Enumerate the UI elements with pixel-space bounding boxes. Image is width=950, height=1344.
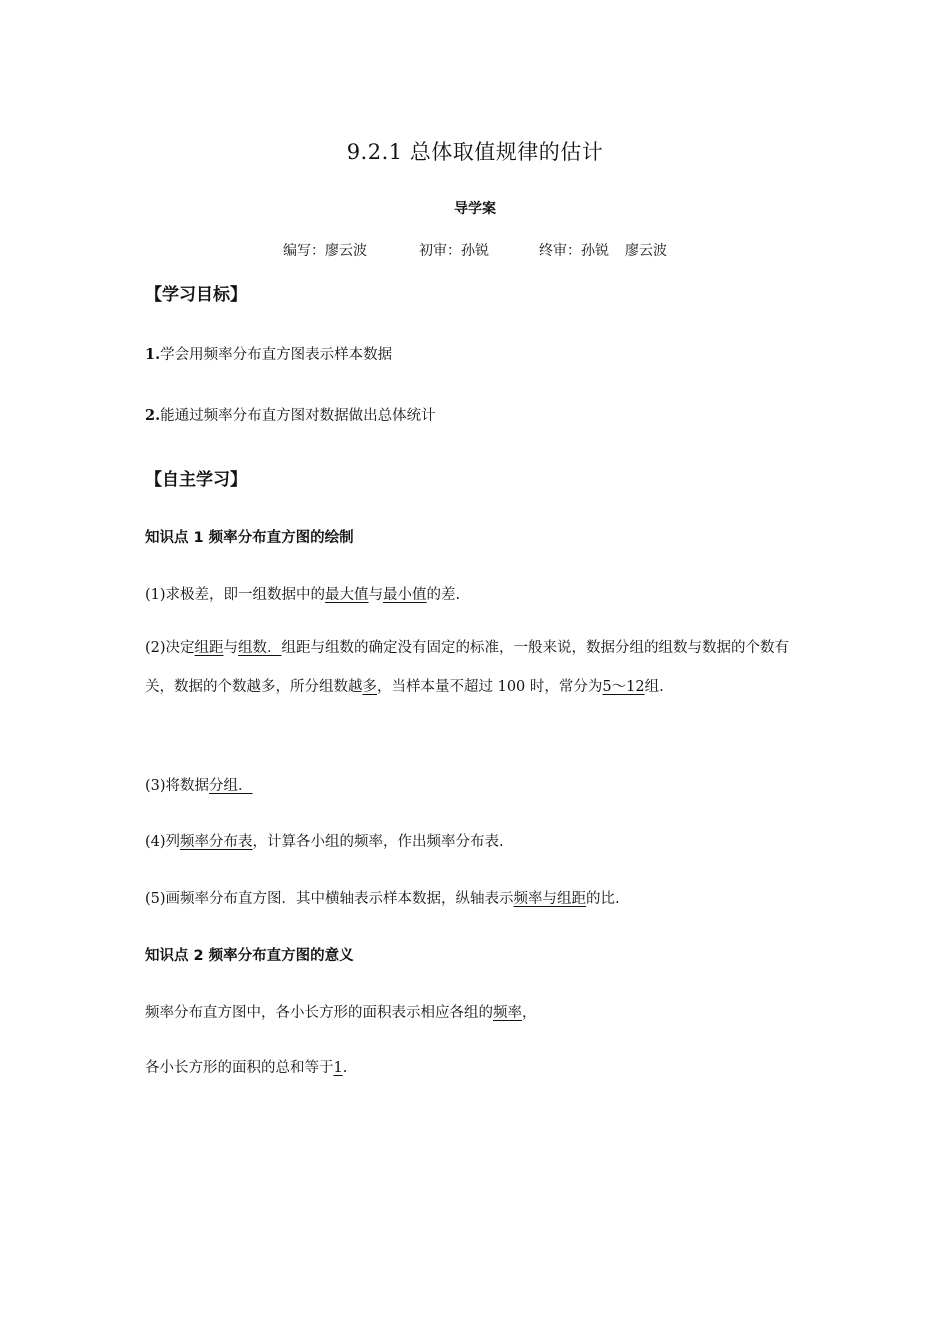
text: ，计算各小组的频率，作出频率分布表. <box>252 834 504 850</box>
kp2-para-1 <box>145 1001 810 1022</box>
text: 与 <box>368 587 384 603</box>
self-study-heading: 【自主学习】 <box>145 470 247 490</box>
answer-blank: 频率分布表 <box>180 834 253 850</box>
kp1-step-1 <box>145 583 810 604</box>
answer-blank: 分组． <box>209 778 253 794</box>
goal-item <box>145 343 810 364</box>
text: 频率分布直方图中，各小长方形的面积表示相应各组的 <box>145 1005 493 1021</box>
kp1-heading: 知识点 1 频率分布直方图的绘制 <box>145 530 354 546</box>
text: (2)决定 <box>145 640 195 656</box>
goal-number: 2. <box>145 407 161 424</box>
kp1-step-5 <box>145 887 810 908</box>
credit-first-review: 初审：孙锐 <box>419 243 489 259</box>
text: 组距与组数的确定没有固定的标准，一般来说，数据分组的组数与数据的个数有关，数据的个数越多，所分组数越 <box>145 640 790 695</box>
text: 组. <box>644 679 664 695</box>
answer-blank: 多 <box>362 679 377 695</box>
goal-text: 能通过频率分布直方图对数据做出总体统计 <box>160 408 436 424</box>
text: 的差. <box>426 587 461 603</box>
answer-blank: 5～12 <box>602 679 645 695</box>
answer-blank: 频率 <box>493 1005 522 1021</box>
credit-editor: 编写：廖云波 <box>283 243 367 259</box>
goal-number: 1. <box>145 346 161 363</box>
document-title: 9.2.1 总体取值规律的估计 <box>346 140 604 164</box>
goal-item <box>145 404 810 425</box>
kp2-heading: 知识点 2 频率分布直方图的意义 <box>145 948 354 964</box>
text: 各小长方形的面积的总和等于 <box>145 1060 334 1076</box>
credit-final-review-2: 廖云波 <box>625 243 667 259</box>
answer-blank: 最大值 <box>325 587 369 603</box>
kp1-step-4 <box>145 830 810 851</box>
answer-blank: 最小值 <box>383 587 427 603</box>
text: . <box>342 1060 348 1076</box>
credit-final-review: 终审：孙锐 <box>539 243 609 259</box>
text: (1)求极差，即一组数据中的 <box>145 587 326 603</box>
text: ，当样本量不超过 100 时，常分为 <box>377 679 603 695</box>
credits-line <box>0 240 950 260</box>
document-subtitle: 导学案 <box>454 201 496 217</box>
kp2-para-2 <box>145 1056 810 1077</box>
answer-blank: 1 <box>333 1060 343 1076</box>
text: (5)画频率分布直方图．其中横轴表示样本数据，纵轴表示 <box>145 891 514 907</box>
answer-blank: 组距 <box>194 640 224 656</box>
text: ， <box>522 1005 537 1021</box>
answer-blank: 组数． <box>238 640 282 656</box>
goal-text: 学会用频率分布直方图表示样本数据 <box>160 347 393 363</box>
goals-heading: 【学习目标】 <box>145 285 247 305</box>
text: (3)将数据 <box>145 778 210 794</box>
kp1-step-3 <box>145 774 810 795</box>
answer-blank: 频率与组距 <box>513 891 587 907</box>
text: 的比. <box>586 891 620 907</box>
text: (4)列 <box>145 834 181 850</box>
kp1-step-2 <box>145 629 810 707</box>
text: 与 <box>223 640 239 656</box>
